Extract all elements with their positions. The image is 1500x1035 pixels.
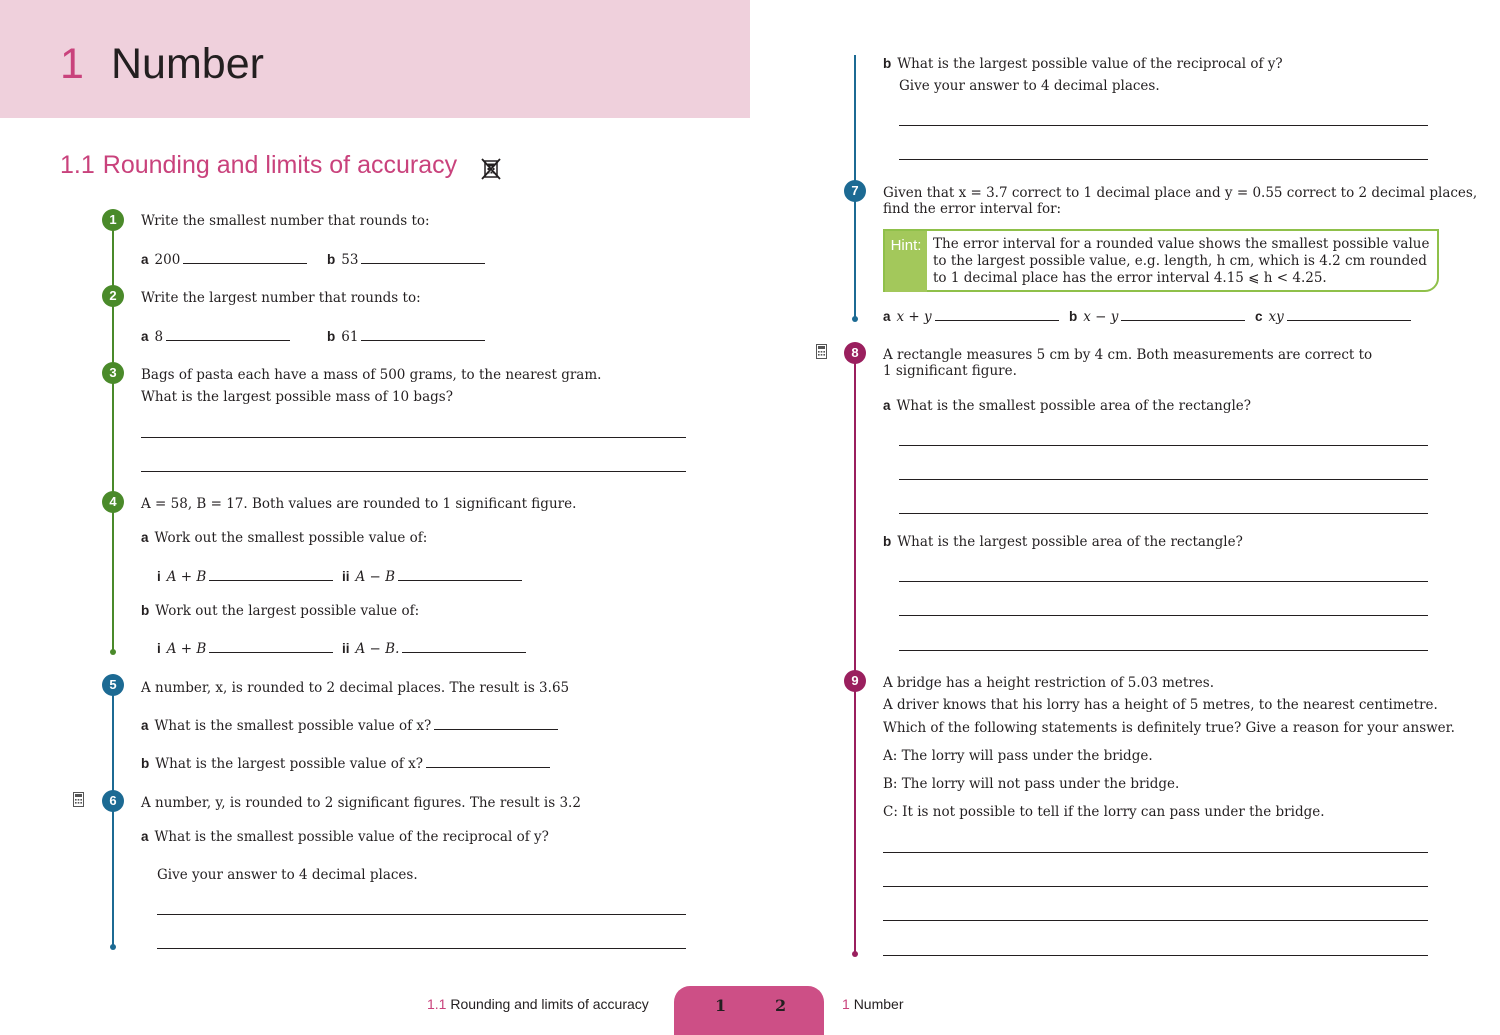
question-text: Given that x = 3.7 correct to 1 decimal place and y = 0.55 correct to 2 decimal places,: [883, 185, 1478, 201]
question-text: find the error interval for:: [883, 201, 1062, 217]
page-number-left: 1: [715, 996, 727, 1015]
part-text: What is the smallest possible area of the rectangle?: [896, 398, 1252, 414]
question-number: 6: [102, 790, 124, 812]
question-text: Bags of pasta each have a mass of 500 grams, to the nearest gram.: [141, 367, 602, 383]
answer-line[interactable]: [899, 159, 1428, 160]
answer-blank[interactable]: [434, 717, 558, 730]
line-end-dot: [110, 944, 116, 950]
answer-line[interactable]: [157, 914, 686, 915]
section-title: [60, 151, 457, 180]
answer-line[interactable]: [883, 920, 1428, 921]
question-text: What is the largest possible mass of 10 bags?: [141, 389, 453, 405]
sub-question: [141, 529, 427, 547]
expression: x + y: [896, 309, 932, 325]
expression: A + B: [166, 569, 207, 585]
line-end-dot: [852, 951, 858, 957]
part-text: What is the smallest possible value of the reciprocal of y?: [154, 829, 549, 845]
expression: A − B.: [355, 641, 400, 657]
answer-line[interactable]: [883, 886, 1428, 887]
answer-part: [157, 640, 333, 658]
question-number: 2: [102, 285, 124, 307]
part-label: a: [141, 718, 149, 733]
sub-question: [141, 717, 558, 735]
part-label: c: [1255, 309, 1263, 324]
answer-line[interactable]: [883, 852, 1428, 853]
part-label: a: [883, 398, 891, 413]
answer-line[interactable]: [899, 650, 1428, 651]
question-number: 9: [844, 670, 866, 692]
answer-part: [327, 328, 485, 346]
part-label: ii: [342, 569, 350, 584]
answer-blank[interactable]: [209, 640, 333, 653]
answer-line[interactable]: [883, 955, 1428, 956]
chapter-title: Number: [111, 40, 264, 88]
sub-question: [883, 533, 1243, 551]
answer-blank[interactable]: [402, 640, 526, 653]
page-number-right: 2: [775, 996, 787, 1015]
question-number: 1: [102, 209, 124, 231]
instruction-note: Give your answer to 4 decimal places.: [157, 867, 418, 883]
answer-line[interactable]: [157, 948, 686, 949]
line-end-dot: [852, 316, 858, 322]
answer-line[interactable]: [899, 581, 1428, 582]
page-number-tab: [674, 986, 824, 1035]
part-text: What is the largest possible area of the rectangle?: [897, 534, 1243, 550]
part-label: a: [141, 252, 149, 267]
answer-part: [883, 308, 1059, 326]
part-label: b: [883, 56, 892, 71]
question-number: 7: [844, 180, 866, 202]
answer-part: [157, 568, 333, 586]
part-label: i: [157, 569, 161, 584]
answer-blank[interactable]: [361, 251, 485, 264]
question-number: 8: [844, 342, 866, 364]
option-a: A: The lorry will pass under the bridge.: [883, 748, 1153, 764]
section-number: 1.1: [60, 151, 95, 179]
question-number: 3: [102, 362, 124, 384]
question-text: Write the smallest number that rounds to:: [141, 213, 430, 229]
answer-part: [342, 640, 526, 658]
question-text: A driver knows that his lorry has a height of 5 metres, to the nearest centimetre.: [883, 697, 1438, 713]
answer-blank[interactable]: [183, 251, 307, 264]
part-label: b: [327, 329, 336, 344]
answer-line[interactable]: [899, 125, 1428, 126]
footer-section: [427, 996, 649, 1012]
footer-chapter: [842, 996, 903, 1012]
sub-question: [883, 55, 1283, 73]
question-line-blue: [112, 685, 114, 947]
part-label: a: [141, 829, 149, 844]
section-title-text: Rounding and limits of accuracy: [102, 151, 458, 179]
sub-question: [141, 755, 550, 773]
part-text: What is the largest possible value of x?: [155, 756, 424, 772]
sub-question: [141, 602, 419, 620]
answer-blank[interactable]: [426, 755, 550, 768]
question-text: A bridge has a height restriction of 5.03 metres.: [883, 675, 1215, 691]
part-label: b: [883, 534, 892, 549]
answer-part: [141, 251, 307, 269]
expression: xy: [1268, 309, 1284, 325]
answer-blank[interactable]: [935, 308, 1059, 321]
footer-chapter-number: 1: [842, 996, 850, 1012]
option-b: B: The lorry will not pass under the bridge.: [883, 776, 1180, 792]
answer-blank[interactable]: [209, 568, 333, 581]
answer-blank[interactable]: [166, 328, 290, 341]
part-label: ii: [342, 641, 350, 656]
part-value: 200: [154, 252, 181, 268]
part-value: 61: [341, 329, 359, 345]
answer-line[interactable]: [899, 445, 1428, 446]
part-label: a: [883, 309, 891, 324]
part-text: Work out the largest possible value of:: [155, 603, 420, 619]
instruction-note: Give your answer to 4 decimal places.: [899, 78, 1160, 94]
part-label: i: [157, 641, 161, 656]
question-text: A rectangle measures 5 cm by 4 cm. Both measurements are correct to: [883, 347, 1373, 363]
part-label: a: [141, 329, 149, 344]
question-number: 4: [102, 491, 124, 513]
expression: x − y: [1083, 309, 1119, 325]
part-text: What is the smallest possible value of x?: [154, 718, 432, 734]
chapter-number: 1: [60, 40, 84, 88]
question-text: Write the largest number that rounds to:: [141, 290, 421, 306]
question-text: A number, x, is rounded to 2 decimal places. The result is 3.65: [141, 680, 570, 696]
question-number: 5: [102, 674, 124, 696]
footer-section-title: Rounding and limits of accuracy: [450, 996, 649, 1012]
answer-line[interactable]: [141, 471, 686, 472]
option-c: C: It is not possible to tell if the lorry can pass under the bridge.: [883, 804, 1325, 820]
answer-part: [1255, 308, 1411, 326]
answer-blank[interactable]: [1121, 308, 1245, 321]
footer-chapter-title: Number: [853, 996, 904, 1012]
hint-label: Hint:: [885, 231, 927, 292]
answer-blank[interactable]: [1287, 308, 1411, 321]
calculator-icon: [73, 792, 84, 807]
expression: A + B: [166, 641, 207, 657]
part-label: b: [1069, 309, 1078, 324]
part-text: Work out the smallest possible value of:: [154, 530, 428, 546]
part-text: What is the largest possible value of the reciprocal of y?: [897, 56, 1283, 72]
answer-part: [327, 251, 485, 269]
part-label: b: [141, 756, 150, 771]
part-label: b: [141, 603, 150, 618]
line-end-dot: [110, 649, 116, 655]
sub-question: [141, 828, 549, 846]
question-text: Which of the following statements is definitely true? Give a reason for your answer.: [883, 720, 1455, 736]
question-text: 1 significant figure.: [883, 363, 1017, 379]
answer-line[interactable]: [899, 615, 1428, 616]
sub-question: [883, 397, 1251, 415]
answer-blank[interactable]: [361, 328, 485, 341]
part-label: a: [141, 530, 149, 545]
hint-box: [883, 229, 1439, 292]
footer-section-number: 1.1: [427, 996, 447, 1012]
expression: A − B: [355, 569, 396, 585]
question-line-plum: [854, 352, 856, 954]
answer-part: [1069, 308, 1245, 326]
answer-line[interactable]: [899, 479, 1428, 480]
question-line-green: [112, 219, 114, 652]
answer-line[interactable]: [899, 513, 1428, 514]
answer-part: [141, 328, 290, 346]
answer-part: [342, 568, 522, 586]
hint-text: The error interval for a rounded value shows the smallest possible value to the largest possible value, e.g. length, h cm, which is 4.2 cm rounded to 1 decimal place has the error interval 4.15 ⩽ h < 4.25.: [933, 236, 1430, 286]
question-text: A number, y, is rounded to 2 significant figures. The result is 3.2: [141, 795, 581, 811]
calculator-icon: [816, 344, 827, 359]
question-text: A = 58, B = 17. Both values are rounded to 1 significant figure.: [141, 496, 577, 512]
answer-line[interactable]: [141, 437, 686, 438]
answer-blank[interactable]: [398, 568, 522, 581]
part-value: 53: [341, 252, 359, 268]
part-label: b: [327, 252, 336, 267]
part-value: 8: [154, 329, 164, 345]
no-calculator-icon: [480, 157, 502, 181]
